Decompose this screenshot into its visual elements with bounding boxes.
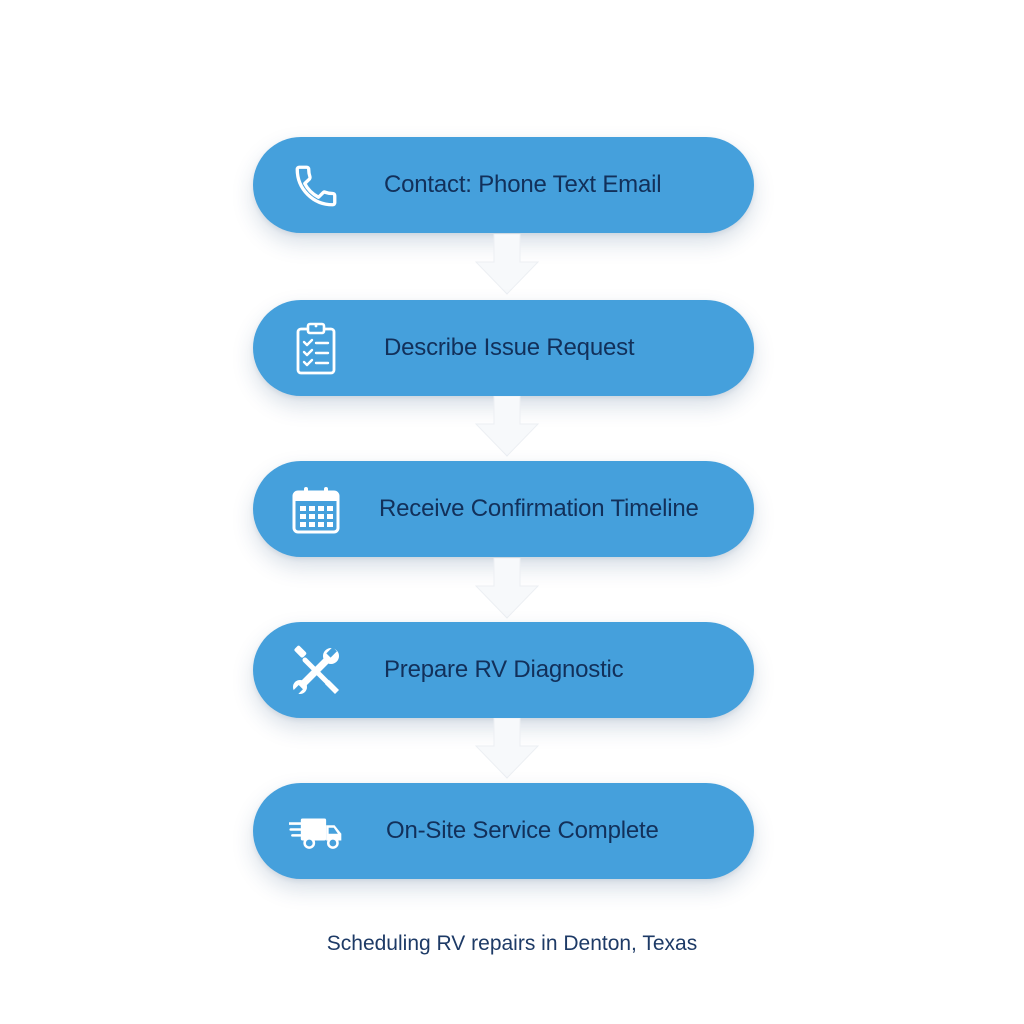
down-arrow-connector xyxy=(472,718,542,782)
step-prepare-rv xyxy=(253,622,754,718)
wrench-screwdriver-icon xyxy=(289,644,343,698)
step-on-site-service xyxy=(253,783,754,879)
clipboard-checklist-icon xyxy=(289,322,343,376)
step-describe-issue xyxy=(253,300,754,396)
step-label: Contact: Phone Text Email xyxy=(384,171,662,198)
step-label: Receive Confirmation Timeline xyxy=(379,495,699,522)
down-arrow-connector xyxy=(472,234,542,298)
calendar-icon xyxy=(289,483,343,537)
step-label: Prepare RV Diagnostic xyxy=(384,656,624,683)
diagram-caption: Scheduling RV repairs in Denton, Texas xyxy=(326,932,698,955)
phone-icon xyxy=(289,159,343,213)
step-receive-confirmation xyxy=(253,461,754,557)
down-arrow-connector xyxy=(472,396,542,460)
step-label: On-Site Service Complete xyxy=(386,817,659,844)
step-label: Describe Issue Request xyxy=(384,334,635,361)
moving-truck-icon xyxy=(289,805,343,859)
down-arrow-connector xyxy=(472,558,542,622)
step-contact xyxy=(253,137,754,233)
